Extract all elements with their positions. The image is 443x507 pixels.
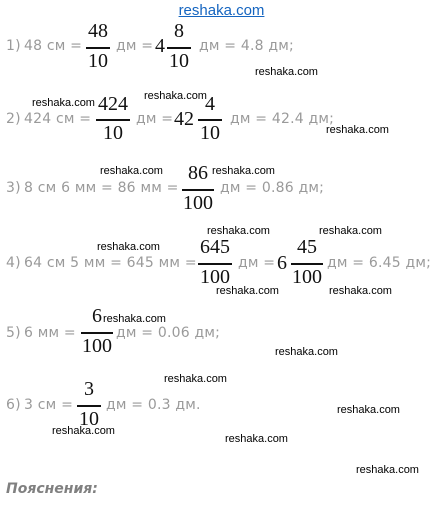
- line-3-lhs: 8 см 6 мм = 86 мм =: [24, 180, 179, 196]
- line-1-rhs: дм = 4.8 дм;: [199, 38, 294, 54]
- watermark: reshaka.com: [356, 464, 419, 476]
- header-watermark[interactable]: reshaka.com: [178, 2, 265, 19]
- line-3-rhs: дм = 0.86 дм;: [220, 180, 325, 196]
- line-4-fracA-numerator: 645: [200, 236, 230, 258]
- watermark: reshaka.com: [275, 346, 338, 358]
- line-5-lhs: 6 мм =: [24, 325, 76, 341]
- line-2-fracB-numerator: 4: [205, 93, 215, 115]
- line-2-whole: 42: [174, 108, 194, 130]
- line-6-lhs: 3 см =: [24, 397, 73, 413]
- line-4-whole: 6: [277, 252, 287, 274]
- line-4-number: 4): [6, 255, 21, 271]
- line-4-fracA-denominator: 100: [200, 266, 230, 288]
- line-4-fracA-bar: [198, 263, 232, 265]
- line-6-fracA-numerator: 3: [84, 378, 94, 400]
- line-3-fracA-denominator: 100: [183, 192, 213, 214]
- line-3-fracA-numerator: 86: [188, 162, 208, 184]
- watermark: reshaka.com: [212, 165, 275, 177]
- line-3-number: 3): [6, 180, 21, 196]
- watermark: reshaka.com: [52, 425, 115, 437]
- watermark: reshaka.com: [97, 241, 160, 253]
- line-2-mid: дм =: [136, 111, 174, 127]
- line-6-fracA-bar: [77, 405, 101, 407]
- line-4-rhs: дм = 6.45 дм;: [327, 255, 432, 271]
- line-1-lhs: 48 см =: [24, 38, 83, 54]
- line-2-fracB-denominator: 10: [200, 122, 220, 144]
- line-4-fracB-bar: [291, 263, 323, 265]
- line-6-number: 6): [6, 397, 21, 413]
- watermark: reshaka.com: [164, 373, 227, 385]
- line-2-fracB-bar: [198, 119, 222, 121]
- line-1-number: 1): [6, 38, 21, 54]
- line-5-rhs: дм = 0.06 дм;: [116, 325, 221, 341]
- line-1-fracA-denominator: 10: [88, 50, 108, 72]
- explanations-heading: Пояснения:: [6, 481, 98, 497]
- watermark: reshaka.com: [225, 433, 288, 445]
- watermark: reshaka.com: [207, 225, 270, 237]
- watermark: reshaka.com: [326, 124, 389, 136]
- line-2-fracA-denominator: 10: [103, 122, 123, 144]
- line-4-fracB-numerator: 45: [297, 236, 317, 258]
- line-1-fracA-bar: [86, 47, 110, 49]
- line-2-fracA-bar: [96, 119, 130, 121]
- watermark: reshaka.com: [216, 285, 279, 297]
- line-1-whole: 4: [155, 35, 165, 57]
- line-2-number: 2): [6, 111, 21, 127]
- line-4-fracB-denominator: 100: [292, 266, 322, 288]
- line-5-fracA-denominator: 100: [82, 335, 112, 357]
- line-4-lhs: 64 см 5 мм = 645 мм =: [24, 255, 197, 271]
- watermark: reshaka.com: [255, 66, 318, 78]
- line-2-lhs: 424 см =: [24, 111, 92, 127]
- watermark: reshaka.com: [144, 90, 207, 102]
- line-5-fracA-numerator: 6: [92, 305, 102, 327]
- line-2-fracA-numerator: 424: [98, 93, 128, 115]
- line-1-mid: дм =: [116, 38, 154, 54]
- line-2-rhs: дм = 42.4 дм;: [230, 111, 335, 127]
- watermark: reshaka.com: [32, 97, 95, 109]
- watermark: reshaka.com: [329, 285, 392, 297]
- line-5-fracA-bar: [81, 332, 113, 334]
- line-6-rhs: дм = 0.3 дм.: [106, 397, 201, 413]
- line-6-fracA-denominator: 10: [79, 408, 99, 430]
- watermark: reshaka.com: [337, 404, 400, 416]
- line-1-fracB-bar: [167, 47, 191, 49]
- line-1-fracB-numerator: 8: [174, 20, 184, 42]
- line-1-fracA-numerator: 48: [88, 20, 108, 42]
- watermark: reshaka.com: [103, 313, 166, 325]
- watermark: reshaka.com: [100, 165, 163, 177]
- line-5-number: 5): [6, 325, 21, 341]
- line-4-mid: дм =: [238, 255, 276, 271]
- watermark: reshaka.com: [319, 225, 382, 237]
- line-1-fracB-denominator: 10: [169, 50, 189, 72]
- line-3-fracA-bar: [182, 189, 214, 191]
